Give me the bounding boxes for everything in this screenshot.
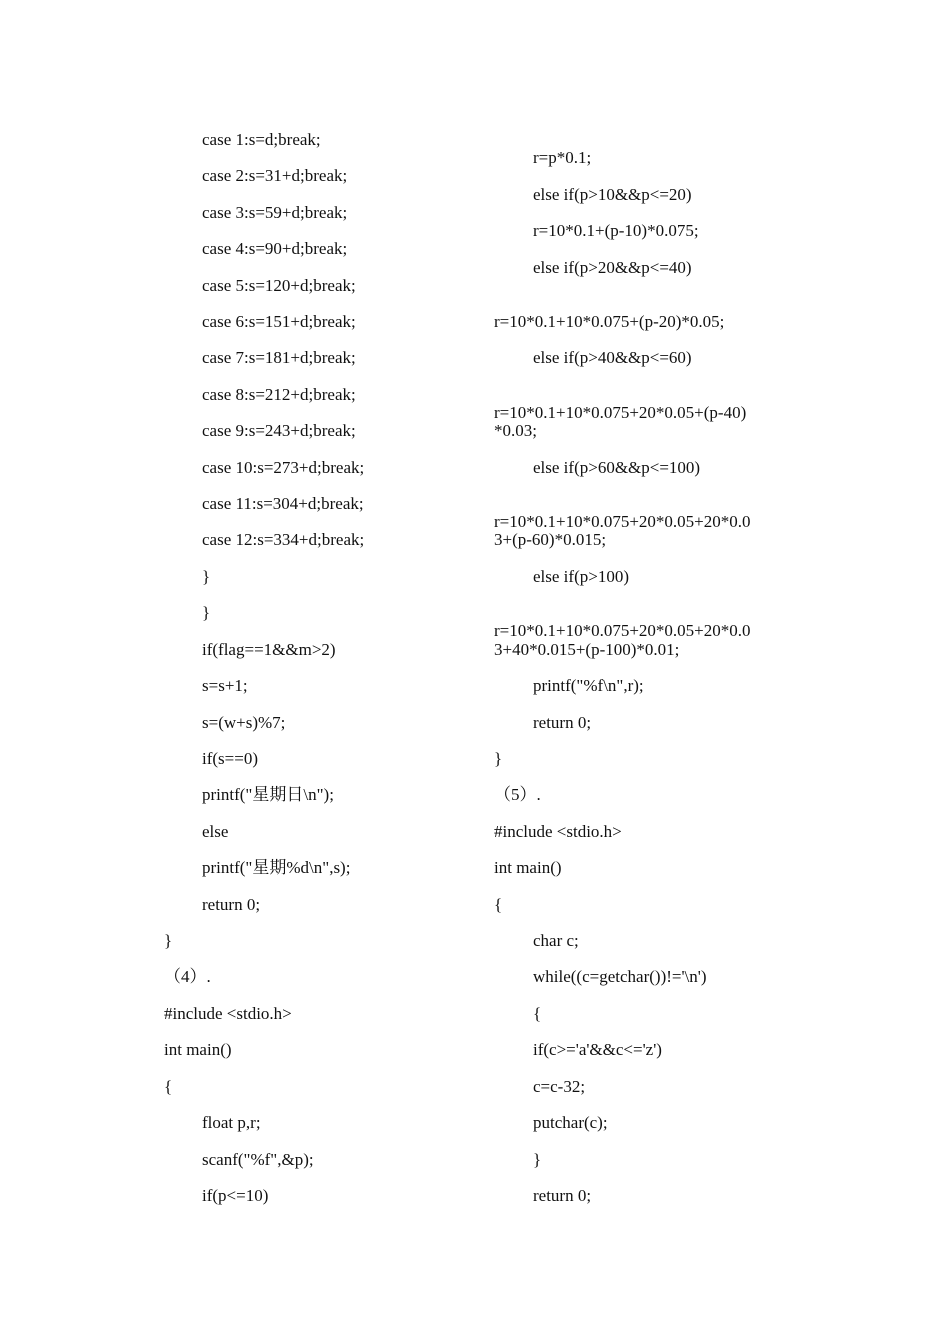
- code-line: case 10:s=273+d;break;: [202, 458, 365, 477]
- code-line: else if(p>40&&p<=60): [533, 348, 692, 367]
- code-line: char c;: [533, 931, 579, 950]
- code-line: r=10*0.1+(p-10)*0.075;: [533, 221, 699, 240]
- code-line: else if(p>60&&p<=100): [533, 458, 701, 477]
- code-line: #include <stdio.h>: [494, 822, 622, 841]
- code-line: r=10*0.1+10*0.075+20*0.05+(p-40): [494, 403, 747, 422]
- code-line: case 6:s=151+d;break;: [202, 312, 356, 331]
- code-line: r=p*0.1;: [533, 148, 592, 167]
- code-line: #include <stdio.h>: [164, 1004, 292, 1023]
- code-line: }: [494, 749, 503, 768]
- code-line: case 1:s=d;break;: [202, 130, 321, 149]
- code-line: int main(): [494, 858, 562, 877]
- code-line: s=s+1;: [202, 676, 248, 695]
- code-line: else if(p>10&&p<=20): [533, 185, 692, 204]
- code-line: case 2:s=31+d;break;: [202, 166, 348, 185]
- code-line: if(s==0): [202, 749, 258, 768]
- code-line: else: [202, 822, 229, 841]
- code-line: return 0;: [533, 713, 592, 732]
- code-line: r=10*0.1+10*0.075+(p-20)*0.05;: [494, 312, 725, 331]
- code-line: float p,r;: [202, 1113, 261, 1132]
- code-line: case 7:s=181+d;break;: [202, 348, 356, 367]
- code-line: {: [164, 1077, 173, 1096]
- code-line: case 5:s=120+d;break;: [202, 276, 356, 295]
- code-line: case 3:s=59+d;break;: [202, 203, 348, 222]
- code-line: {: [494, 895, 503, 914]
- code-line: case 12:s=334+d;break;: [202, 530, 365, 549]
- code-line: case 4:s=90+d;break;: [202, 239, 348, 258]
- code-line: return 0;: [533, 1186, 592, 1205]
- code-line: }: [202, 603, 211, 622]
- section-heading: （5）.: [494, 785, 541, 804]
- code-line: case 11:s=304+d;break;: [202, 494, 364, 513]
- code-line: 3+40*0.015+(p-100)*0.01;: [494, 640, 680, 659]
- code-line: *0.03;: [494, 421, 537, 440]
- code-line: s=(w+s)%7;: [202, 713, 286, 732]
- code-line: printf("%f\n",r);: [533, 676, 644, 695]
- section-heading: （4）.: [164, 967, 211, 986]
- code-line: scanf("%f",&p);: [202, 1150, 314, 1169]
- code-line: {: [533, 1004, 542, 1023]
- code-line: else if(p>100): [533, 567, 629, 586]
- code-line: else if(p>20&&p<=40): [533, 258, 692, 277]
- code-line: 3+(p-60)*0.015;: [494, 530, 607, 549]
- code-line: putchar(c);: [533, 1113, 608, 1132]
- code-line: }: [164, 931, 173, 950]
- code-line: }: [533, 1150, 542, 1169]
- code-line: if(c>='a'&&c<='z'): [533, 1040, 662, 1059]
- code-line: printf("星期日\n");: [202, 785, 334, 804]
- code-line: }: [202, 567, 211, 586]
- code-line: case 8:s=212+d;break;: [202, 385, 356, 404]
- code-line: printf("星期%d\n",s);: [202, 858, 351, 877]
- code-line: c=c-32;: [533, 1077, 586, 1096]
- code-line: while((c=getchar())!='\n'): [533, 967, 707, 986]
- code-line: int main(): [164, 1040, 232, 1059]
- code-line: case 9:s=243+d;break;: [202, 421, 356, 440]
- code-line: if(p<=10): [202, 1186, 269, 1205]
- code-line: if(flag==1&&m>2): [202, 640, 336, 659]
- code-line: r=10*0.1+10*0.075+20*0.05+20*0.0: [494, 512, 751, 531]
- code-line: return 0;: [202, 895, 261, 914]
- code-line: r=10*0.1+10*0.075+20*0.05+20*0.0: [494, 621, 751, 640]
